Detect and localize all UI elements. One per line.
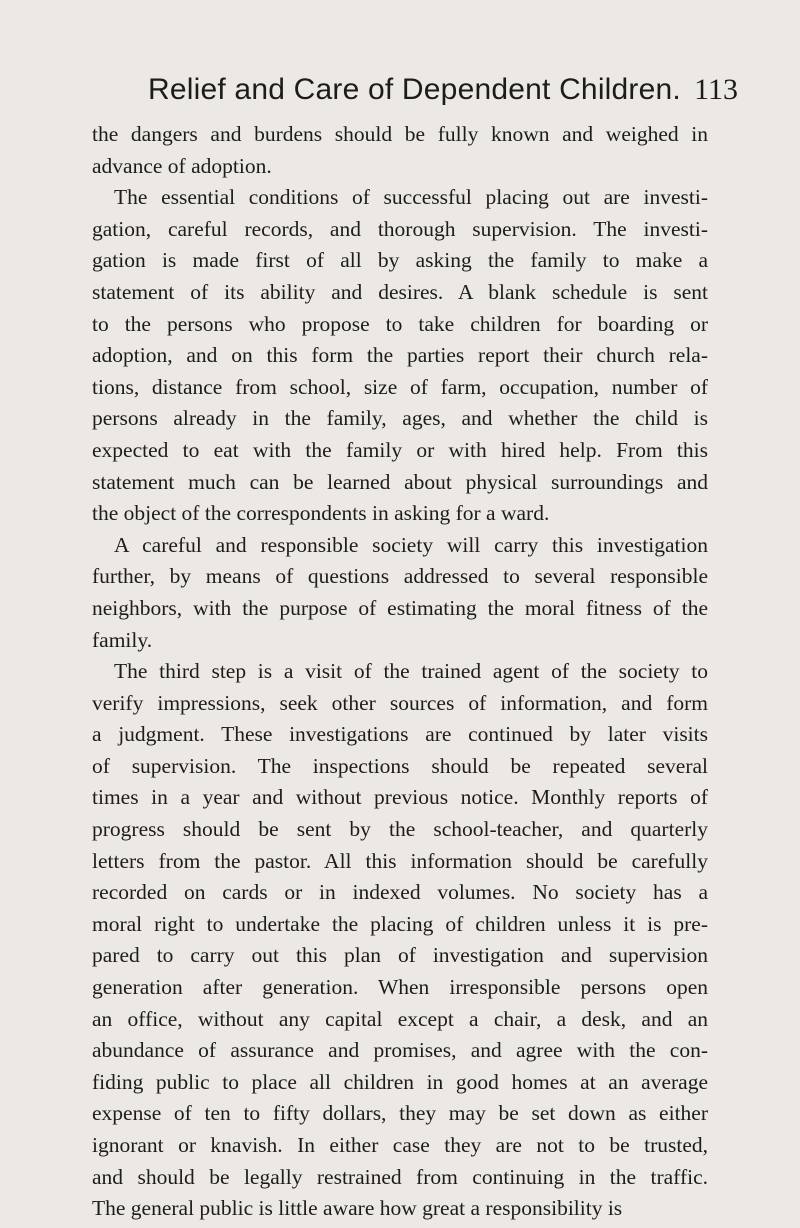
text-line: letters from the pastor. All this information should be carefully: [92, 848, 708, 873]
text-line: fiding public to place all children in good homes at an average: [92, 1069, 708, 1094]
text-line: A careful and responsible society will carry this investigation: [114, 532, 708, 557]
page-number: 113: [694, 73, 738, 106]
text-line: adoption, and on this form the parties report their church rela-: [92, 343, 708, 368]
text-line: progress should be sent by the school-teacher, and quarterly: [92, 817, 708, 842]
body-text: [92, 119, 708, 1225]
text-line: abundance of assurance and promises, and agree with the con-: [92, 1038, 708, 1063]
text-line: The essential conditions of successful placing out are investi-: [114, 185, 708, 210]
text-line: ignorant or knavish. In either case they are not to be trusted,: [92, 1133, 708, 1157]
text-line: advance of adoption.: [92, 153, 272, 178]
text-line: further, by means of questions addressed to several responsible: [92, 564, 708, 589]
text-line: The general public is little aware how great a responsibility is: [92, 1196, 623, 1221]
running-head: [148, 72, 738, 108]
text-line: verify impressions, seek other sources of information, and form: [92, 690, 708, 715]
text-line: tions, distance from school, size of farm, occupation, number of: [92, 374, 708, 399]
text-line: expense of ten to fifty dollars, they may be set down as either: [92, 1101, 708, 1126]
text-line: The third step is a visit of the trained agent of the society to: [114, 659, 708, 684]
text-line: a judgment. These investigations are continued by later visits: [92, 722, 708, 747]
text-line: to the persons who propose to take children for boarding or: [92, 311, 708, 336]
running-head-title: Relief and Care of Dependent Children.: [148, 73, 681, 106]
text-line: neighbors, with the purpose of estimating the moral fitness of the: [92, 595, 708, 620]
text-line: the object of the correspondents in asking for a ward.: [92, 501, 550, 526]
text-line: statement much can be learned about physical surroundings and: [92, 469, 708, 494]
text-line: family.: [92, 627, 153, 652]
text-line: of supervision. The inspections should be repeated several: [92, 753, 708, 778]
text-line: and should be legally restrained from continuing in the traffic.: [92, 1164, 708, 1189]
text-line: recorded on cards or in indexed volumes. No society has a: [92, 880, 708, 905]
text-line: persons already in the family, ages, and whether the child is: [92, 406, 708, 431]
text-line: the dangers and burdens should be fully known and weighed in: [92, 122, 708, 146]
text-line: statement of its ability and desires. A blank schedule is sent: [92, 279, 708, 304]
text-line: moral right to undertake the placing of children unless it is pre-: [92, 911, 708, 936]
text-line: generation after generation. When irresponsible persons open: [92, 975, 708, 1000]
text-line: gation, careful records, and thorough supervision. The investi-: [92, 216, 708, 241]
text-line: pared to carry out this plan of investigation and supervision: [92, 943, 708, 968]
text-line: expected to eat with the family or with hired help. From this: [92, 437, 708, 462]
text-line: an office, without any capital except a chair, a desk, and an: [92, 1006, 708, 1031]
text-line: times in a year and without previous notice. Monthly reports of: [92, 785, 708, 810]
text-line: gation is made first of all by asking the family to make a: [92, 248, 708, 273]
